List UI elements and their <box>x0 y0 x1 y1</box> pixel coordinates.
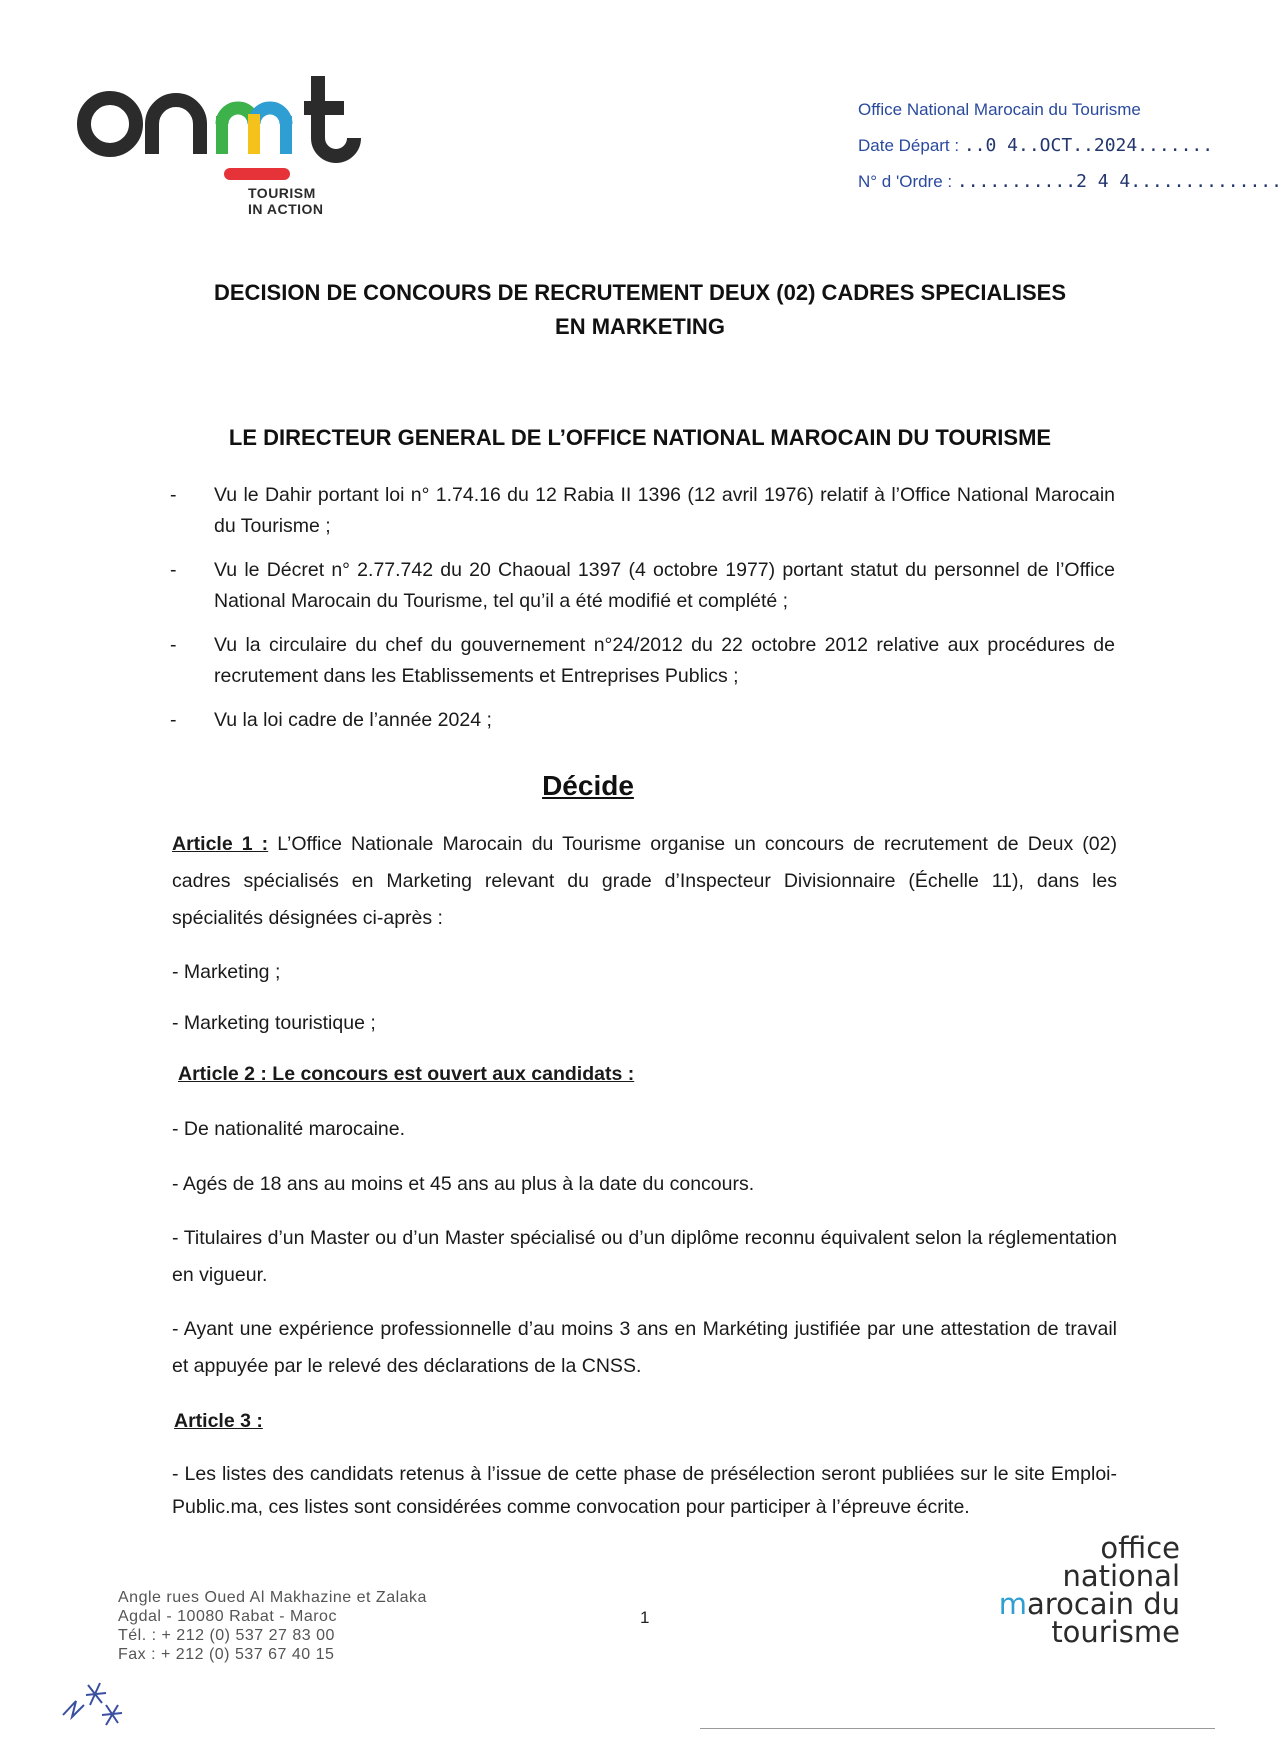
article-3-heading: Article 3 : <box>174 1410 263 1432</box>
footer-fax: Fax : + 212 (0) 537 67 40 15 <box>118 1646 335 1663</box>
vu-list <box>170 480 1115 749</box>
footer-logo-m: m <box>998 1587 1028 1621</box>
document-title <box>170 276 1110 344</box>
stamp-date-label: Date Départ : <box>858 136 964 155</box>
vu-item-text: Vu le Décret n° 2.77.742 du 20 Chaoual 1397 (4 octobre 1977) portant statut du personnel de l’Office National Marocain du Tourisme, tel qu’il a été modifié et complété ; <box>214 559 1115 612</box>
onmt-logo <box>72 62 412 222</box>
logo-tagline <box>248 185 324 217</box>
specialty-item: - Marketing touristique ; <box>172 1012 376 1034</box>
stamp-date-row <box>858 128 1214 164</box>
vu-item-text: Vu le Dahir portant loi n° 1.74.16 du 12 Rabia II 1396 (12 avril 1976) relatif à l’Office National Marocain du Tourisme ; <box>214 484 1115 537</box>
footer-logo-line3-rest: arocain du <box>1027 1587 1180 1621</box>
footer-logo-line4: tourisme <box>1051 1615 1180 1649</box>
logo-tagline-line1: TOURISM <box>248 185 316 201</box>
stamp-office-name: Office National Marocain du Tourisme <box>858 100 1141 119</box>
condition-item: - Ayant une expérience professionnelle d’au moins 3 ans en Markéting justifiée par une attestation de travail et appuyée par le relevé des déclarations de la CNSS. <box>172 1318 1117 1377</box>
article-3-text: - Les listes des candidats retenus à l’issue de cette phase de présélection seront publiées sur le site Emploi-Public.ma, ces listes sont considérées comme convocation pour participer à l’épreuve écrite. <box>172 1463 1117 1518</box>
document-title-line2: EN MARKETING <box>555 314 725 339</box>
departure-stamp <box>858 92 1282 200</box>
article-2-heading: Article 2 : Le concours est ouvert aux candidats : <box>178 1063 635 1085</box>
vu-item: - Vu la loi cadre de l’année 2024 ; <box>170 709 492 731</box>
footer-logo-line3 <box>965 1587 1180 1621</box>
stamp-order-row <box>858 164 1282 200</box>
footer-address-line2: Agdal - 10080 Rabat - Maroc <box>118 1608 337 1625</box>
document-title-line1: DECISION DE CONCOURS DE RECRUTEMENT DEUX (02) CADRES SPECIALISES <box>214 280 1066 305</box>
handwritten-initials <box>58 1665 158 1735</box>
stamp-date-value: ..0 4..OCT..2024....... <box>963 135 1214 156</box>
stamp-order-label: N° d 'Ordre : <box>858 172 957 191</box>
decide-heading: Décide <box>542 770 634 801</box>
vu-item-text: Vu la loi cadre de l’année 2024 ; <box>214 709 492 731</box>
condition-item: - Titulaires d’un Master ou d’un Master spécialisé ou d’un diplôme reconnu équivalent selon la réglementation en vigueur. <box>172 1227 1117 1286</box>
footer-divider <box>700 1728 1215 1729</box>
footer-logo-line1: office <box>1100 1531 1180 1565</box>
onmt-footer-logo <box>965 1531 1180 1649</box>
footer-logo-line2: national <box>1062 1559 1180 1593</box>
article-1-heading: Article 1 : <box>172 833 269 855</box>
condition-item: - Agés de 18 ans au moins et 45 ans au plus à la date du concours. <box>172 1173 755 1195</box>
footer-address-line1: Angle rues Oued Al Makhazine et Zalaka <box>118 1589 427 1606</box>
specialty-item: - Marketing ; <box>172 961 281 983</box>
page-number: 1 <box>640 1608 650 1627</box>
vu-item-text: Vu la circulaire du chef du gouvernement n°24/2012 du 22 octobre 2012 relative aux procédures de recrutement dans les Etablissements et Entreprises Publics ; <box>214 634 1115 687</box>
vu-item: - Vu le Décret n° 2.77.742 du 20 Chaoual 1397 (4 octobre 1977) portant statut du personnel de l’Office National Marocain du Tourisme, tel qu’il a été modifié et complété ; <box>170 559 1115 612</box>
vu-item: - Vu la circulaire du chef du gouvernement n°24/2012 du 22 octobre 2012 relative aux procédures de recrutement dans les Etablissements et Entreprises Publics ; <box>170 634 1115 687</box>
stamp-order-value: ...........2 4 4.............. <box>956 171 1282 192</box>
footer-phone: Tél. : + 212 (0) 537 27 83 00 <box>118 1627 335 1644</box>
article-1 <box>172 826 1117 937</box>
condition-item: - De nationalité marocaine. <box>172 1118 406 1140</box>
logo-tagline-line2: IN ACTION <box>248 201 324 217</box>
director-heading: LE DIRECTEUR GENERAL DE L’OFFICE NATIONAL MAROCAIN DU TOURISME <box>228 425 1052 450</box>
article-1-text: L’Office Nationale Marocain du Tourisme organise un concours de recrutement de Deux (02) cadres spécialisés en Marketing relevant du grade d’Inspecteur Divisionnaire (Échelle 11), dans les spécialités désignées ci-après : <box>172 833 1117 929</box>
vu-item: - Vu le Dahir portant loi n° 1.74.16 du 12 Rabia II 1396 (12 avril 1976) relatif à l’Office National Marocain du Tourisme ; <box>170 484 1115 537</box>
footer-address <box>118 1588 427 1664</box>
